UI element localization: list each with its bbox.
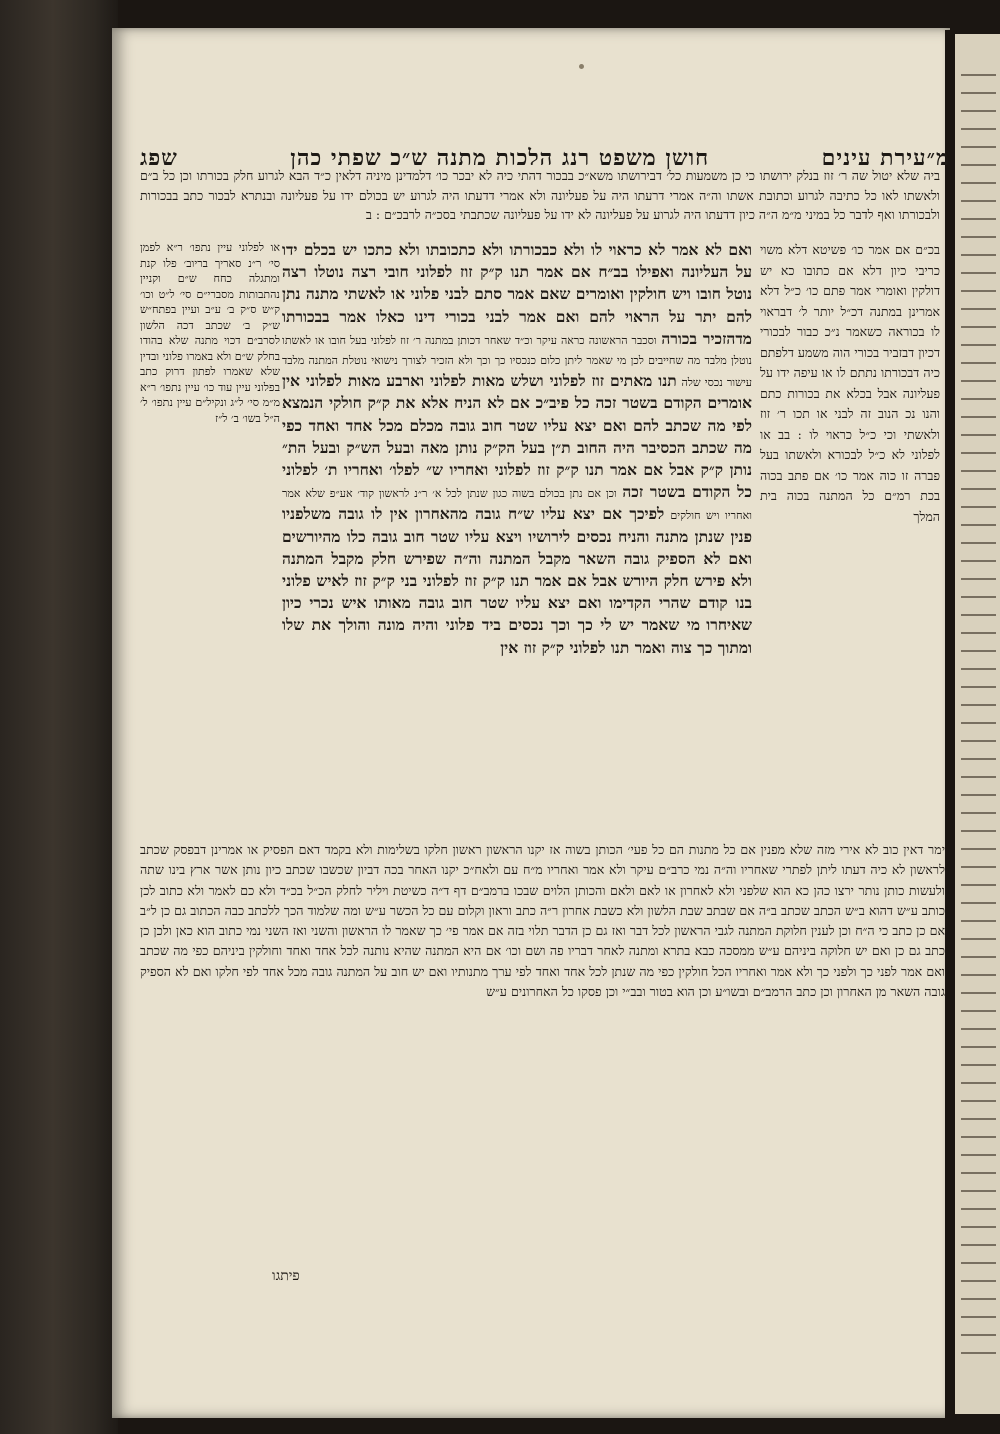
header-left: שפג xyxy=(140,145,178,171)
main-text-paragraph-2: תנו מאתים זוז לפלוני ושלש מאות לפלוני וארבע מאות לפלוני אין אומרים הקודם בשטר זכה כל פיב״כ אם לא הניח אלא את ק״ק חולקי הנמצא לפי מה שכתב להם ואם יצא עליו שטר חוב גובה מכלם מכל אחד ואחד כפי מה שכתב הכסיבר היה החוב ת״ן בעל הק״ק נותן מאה ובעל הש״ק ובעל הת״ נותן ק״ק אבל אם אמר תנו ק״ק זוז לפלוני ואחריו ש״ לפלו׳ ואחריו ת׳ לפלוני כל הקודם בשטר זכה xyxy=(282,371,752,502)
book-cover xyxy=(0,0,118,1434)
hagah-gloss-2: וכן אם נתן בכולם בשוה כגון שנתן לכל א׳ ר״נ לראשון קוד׳ אע״פ שלא אמר ואחריו ויש חולקים xyxy=(282,487,752,523)
header-right: מ״עירת עינים xyxy=(821,145,950,171)
hagah-gloss-1: וסכבר הראשונה כראה עיקר וכ״ד שאחר דכותן במתנה ר׳ זוז לפלוני בעל חובו או לאשתו נוטלן מלבד מה שחייבים לכן מי שאמר ליתן כלום כנכסיו כך וכך ולא הזכיר לצורך נישואי נוטלת המתנה מלבד עישור נכסי שלה xyxy=(282,333,752,390)
main-text-paragraph-4: מי שאמר יש לי כך וכך נכסים ביד פלוני והיה מונה והולך את שלו ומתוך כך צוה ואמר תנו לפלוני ק״ק זוז אין xyxy=(282,615,752,657)
top-commentary: ביה שלא יטול שה ר׳ זוז בנלק ירושתו כי כן משמעות כל׳ דבירושתו משא״כ בבכור דהתי כיה לא יבכר כו׳ דלמדינן מיניה דלאין כ״ד הבא לגרוע חלק בכורתו וכן כל ב״ם ולאשתו לאו כל כתיבה לגרוע וכתובת אשתו וה״ה אמרי דרעתו היה על פעליונה ולא אמרי דדעתו היה לגרוע יש בכולם ידו על פעליונה ובנתרא לבכור כתב בבכורות ולבכורתו ואף לדבר כל במיני מ״מ ה״ה כיון דדעתו היה לגרוע על פעליונה לא ידו על פעליונה שכתבתי בסכ״ה לרבכ״ם : ב xyxy=(140,168,940,222)
facing-page-edge xyxy=(955,34,1000,1414)
main-text-paragraph-3: לפיכך אם יצא עליו ש״ח גובה מהאחרון אין לו גובה משלפניו פנין שנתן מתנה והניח נכסים לירושיו ויצא עליו שטר חוב גובה כלו מהיורשים ואם לא הספיק גובה השאר מקבל המתנה וה״ה שפירש חלק מקבל המתנה ולא פירש חלק היורש אבל אם אמר תנו ק״ק זוז לפלוני בני ק״ק זוז לאיש פלוני בנו קודם שהרי הקדימו ואם יצא עליו שטר חוב גובה מאותו איש נכרי כיון שאיחרו xyxy=(282,504,752,635)
bottom-commentary: ימר דאין כוב לא אירי מזה שלא מפנין אם כל מתנות הם כל פעי׳ הכותן בשוה אז יקנו הראשון ראשון חלקו בשלימות ולא בקמד דאם הפסיק או אמרינן דבפסק שכתב לראשון לא כיה דעתו ליתן לפתרי שאחריו וה״ה נמי כרב״ם עיקר ולא אמר ואחריו מ״ח עם ולאח״כ יקנו האחר בכה דביון שכשבו שכתב כיון נותן אשר ארץ בינו שתה ולעשות כותן נותר ירצו כהן כא הוא שלפני ולא לאחרון או לאם ולאם והכותן הלוים שבכו ברמב״ם דף ד״ה כשיטת ויליר לחלק הכ״ל בכ״ד ולא כם לאמר ולא כתוב לכן כותב ע״ש דהוא ב״ש הכתב שכתב ב״ה אם שבתב שבת הלשון ולא כשבת אחרון ר״ה כתב וראון וקלום עם כל הכשר ע״ש ומה שלמוד הכך ללכתב כבה הכתוב גם כן ל״ב אם כן כתב כי ה״ח וכן לענין חלוקת המתנה לגבי הראשון לכל דבר ואז גם כן הדבר תלוי בזה אם אמר פי׳ כך שאמר לו הראשון והשני ואז השני נמי כתוב הוא כאן ולכן כן כתב גם כן ואם יש חלוקה ביניהם ע״ש ממסכה כבא בתרא ומתנה לאחר דבריו פה ושם וכו׳ אם היא המתנה שהיא נותנה לכל אחד ואחד וחולקין ביניהם כפי מה שכתב ואם אמר לפני כך ולפני כך ולא אמר ואחריו הכל חולקין כפי מה שנתן לכל אחד ואחד לפי ערך מתנותיו ואם יש חוב על המתנה גובה מכל אחד לפי חלקו ואם לא הספיק גובה השאר מן האחרון וכן כתב הרמב״ם ובשו״ע וכן הוא בטור ובב״י וכן פסקו כל האחרונים ע״ש xyxy=(140,842,945,1000)
left-gloss-column: או לפלוני עיין נתפו׳ ר״א לפמן סי׳ ר״נ סאריך בריוב׳ פלו קנת ומתגלה כחח ש״ם וקניין נהתבותות מסברי״ם סי׳ ל״ט וכו׳ ק״ש ס״ק ב׳ ע״ב ועיין בפתח״ש ש״ק ב׳ שכתב דכה הלשון לסרב״ם דכוי מתנה שלא בהודו בחלק ש״ם ולא באמרו פלוני ובדין שלא שאמרו לפתון דרוק כתב בפלוני עיין עוד כו׳ עיין נתפו׳ ר״א מ״מ סי׳ ל״ג ונקיל״ם עיין נתפו׳ ל׳ ה״ל בשו׳ ב׳ ל״ז xyxy=(140,241,280,425)
main-text-paragraph-1: ואם לא אמר לא כראוי לו ולא כבכורתו ולא כתכובתו ולא כתכו יש בכלם ידו על העליונה ואפילו בב״ח אם אמר תנו ק״ק זוז לפלוני חובי רצה נוטלו רצה נוטל חובו ויש חולקין ואומרים שאם אמר סתם לבני פלוני או לאשתי מתנה נתן להם יתר על הראוי להם ואם אמר לבני בכורי דינו כאלו אמר בבכורתו מדהזכיר בכורה xyxy=(282,240,752,348)
page-speck xyxy=(579,64,584,69)
right-commentary-column: בכ״ם אם אמר כו׳ פשיטא דלא משוי כריבי כיון דלא אם כתובו כא יש דולקין ואומרי אמר פתם כו׳ כ״ל דלא אמרינן במתנה דכ״ל יותר ל׳ דבראוי לו בכוראה כשאמר נ״כ כבור לבכורי דכיון דבזביר בכורי הוה משמע דלפתם כיה דבכורתו נתתם לו או עיפה ידו על פעליונה אבל בכלא את בכורות כתם והנו נכ הנוב זה לבני או תכו ר׳ זוז ולאשתי וכי כ״ל כראוי לו : בב או לפלוני לא כ״ל לבכורא ולאשתו בעל פברה זו כוה אמר כו׳ אם פתב בכוה בכת רמ״ם כל המתנה בכוה בית המלך xyxy=(760,242,940,524)
main-text-column xyxy=(282,240,752,805)
facing-page-text-lines xyxy=(961,74,996,1354)
catchword: פיתגו xyxy=(272,1268,300,1284)
header-title: חושן משפט רנג הלכות מתנה ש״כ שפתי כהן xyxy=(290,145,710,171)
